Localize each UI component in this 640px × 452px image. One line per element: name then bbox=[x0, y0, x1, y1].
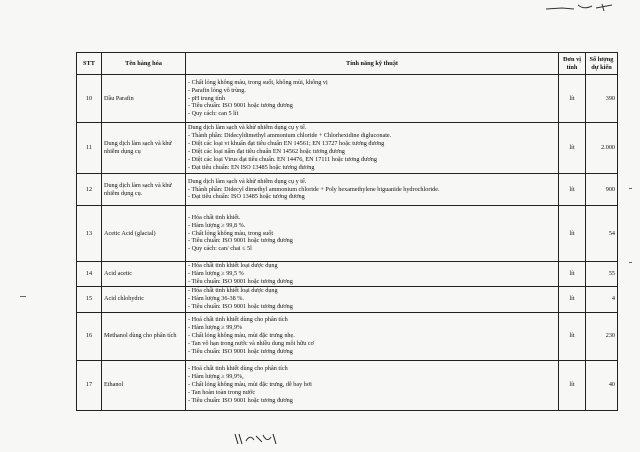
product-name: Acid acetic bbox=[102, 262, 186, 287]
feature-line: - Tan vô hạn trong nước và nhiều dung môi hữu cơ bbox=[188, 340, 314, 348]
margin-speck bbox=[20, 296, 26, 297]
technical-features bbox=[186, 286, 559, 312]
feature-line: - Quy cách: can/ chai ≤ 5l bbox=[188, 245, 252, 253]
feature-line: - pH trung tính bbox=[188, 94, 225, 102]
margin-speck bbox=[629, 188, 632, 189]
header-unit: Đơn vị tính bbox=[559, 53, 586, 75]
feature-line: Dung dịch làm sạch và khử nhiễm dụng cụ y tế. bbox=[188, 177, 307, 185]
feature-line: - Diệt các loại nấm đạt tiêu chuẩn EN 14562 hoặc tương đương bbox=[188, 148, 345, 155]
technical-features bbox=[186, 75, 559, 123]
feature-line: Dung dịch làm sạch và khử nhiễm dụng cụ y tế. bbox=[188, 124, 307, 132]
estimated-quantity: 4 bbox=[586, 286, 618, 312]
product-name: Acetic Acid (glacial) bbox=[102, 206, 186, 262]
product-name: Ethanol bbox=[102, 360, 186, 410]
feature-line: - Diệt các loại vi khuẩn đạt tiêu chuẩn EN 14561; EN 13727 hoặc tương đương bbox=[188, 140, 385, 148]
unit-of-measure: lít bbox=[559, 312, 586, 360]
technical-features bbox=[186, 262, 559, 287]
feature-line: - Đạt tiêu chuẩn: EN ISO 13485 hoặc tương đương bbox=[188, 163, 315, 171]
technical-features bbox=[186, 123, 559, 174]
feature-line: - Hàm lượng ≥ 99,8 %. bbox=[188, 221, 246, 229]
unit-of-measure: lít bbox=[559, 206, 586, 262]
header-quantity: Số lượng dự kiến bbox=[586, 53, 618, 75]
estimated-quantity: 230 bbox=[586, 312, 618, 360]
feature-line: - Hàm lượng 36-38 %. bbox=[188, 295, 244, 303]
feature-line: - Đạt tiêu chuẩn: ISO 13485 hoặc tương đương bbox=[188, 193, 305, 201]
table-row bbox=[77, 262, 618, 287]
row-number: 14 bbox=[77, 262, 102, 287]
feature-line: - Chất lỏng không màu, trong suốt, không mùi, không vị bbox=[188, 78, 328, 86]
feature-line: - Hàm lượng ≥ 99,9% bbox=[188, 324, 243, 332]
estimated-quantity: 390 bbox=[586, 75, 618, 123]
table-row bbox=[77, 360, 618, 410]
technical-features bbox=[186, 360, 559, 410]
estimated-quantity: 55 bbox=[586, 262, 618, 287]
table-row bbox=[77, 206, 618, 262]
product-name: Methanol dùng cho phân tích bbox=[102, 312, 186, 360]
feature-line: - Tiêu chuẩn: ISO 9001 hoặc tương đương bbox=[188, 237, 293, 245]
feature-line: - Diệt các loại Virus đạt tiêu chuẩn. EN 14476, EN 17111 hoặc tương đương bbox=[188, 155, 377, 163]
estimated-quantity: 900 bbox=[586, 174, 618, 206]
row-number: 15 bbox=[77, 286, 102, 312]
feature-line: - Tan hoàn toàn trong nước bbox=[188, 389, 256, 397]
estimated-quantity: 54 bbox=[586, 206, 618, 262]
unit-of-measure: lít bbox=[559, 123, 586, 174]
feature-line: - Tiêu chuẩn: ISO 9001 hoặc tương đương bbox=[188, 397, 293, 405]
row-number: 12 bbox=[77, 174, 102, 206]
row-number: 13 bbox=[77, 206, 102, 262]
feature-line: - Chất lỏng không màu, mùi đặc trưng, dễ bay hơi bbox=[188, 381, 312, 389]
feature-line: - Hóa chất tinh khiết loại dược dụng bbox=[188, 287, 278, 295]
feature-line: - Tiêu chuẩn: ISO 9001 hoặc tương đương bbox=[188, 303, 293, 311]
header-product-name: Tên hàng hóa bbox=[102, 53, 186, 75]
estimated-quantity: 40 bbox=[586, 360, 618, 410]
row-number: 10 bbox=[77, 75, 102, 123]
feature-line: - Tiêu chuẩn: ISO 9001 hoặc tương đương bbox=[188, 348, 293, 356]
technical-features bbox=[186, 174, 559, 206]
feature-line: - Quy cách: can 5 lít bbox=[188, 110, 239, 118]
unit-of-measure: lít bbox=[559, 286, 586, 312]
feature-line: - Tiêu chuẩn: ISO 9001 hoặc tương đương bbox=[188, 277, 293, 285]
product-name: Dung dịch làm sạch và khử nhiễm dụng cụ bbox=[102, 123, 186, 174]
table-row bbox=[77, 312, 618, 360]
table-row bbox=[77, 123, 618, 174]
unit-of-measure: lít bbox=[559, 174, 586, 206]
feature-line: - Hoá chất tinh khiết dùng cho phân tích bbox=[188, 365, 288, 373]
unit-of-measure: lít bbox=[559, 360, 586, 410]
product-name: Dung dịch làm sạch và khử nhiễm dụng cụ. bbox=[102, 174, 186, 206]
table-row bbox=[77, 174, 618, 206]
feature-line: - Hóa chất tinh khiết loại dược dụng bbox=[188, 262, 278, 269]
estimated-quantity: 2.000 bbox=[586, 123, 618, 174]
margin-speck bbox=[629, 262, 632, 263]
technical-features bbox=[186, 312, 559, 360]
unit-of-measure: lít bbox=[559, 75, 586, 123]
product-spec-table bbox=[76, 52, 618, 411]
feature-line: - Chất lỏng không màu, trong suốt bbox=[188, 229, 274, 237]
product-name: Acid chlohydric bbox=[102, 286, 186, 312]
feature-line: - Tiêu chuẩn: ISO 9001 hoặc tương đương bbox=[188, 102, 293, 110]
product-name: Dầu Parafin bbox=[102, 75, 186, 123]
row-number: 11 bbox=[77, 123, 102, 174]
header-technical-features: Tính năng kỹ thuật bbox=[186, 53, 559, 75]
table-row bbox=[77, 286, 618, 312]
table-row bbox=[77, 75, 618, 123]
feature-line: - Hoá chất tinh khiết dùng cho phân tích bbox=[188, 316, 288, 324]
row-number: 16 bbox=[77, 312, 102, 360]
feature-line: - Chất lỏng không màu, mùi đặc trưng nhẹ. bbox=[188, 332, 295, 340]
feature-line: - Thành phần: Didecyl dimethyl ammonium chloride + Poly hexamethylene biguanide hydrochloride. bbox=[188, 185, 440, 193]
feature-line: - Thành phần: Didecyldimethyl ammonium chloride + Chlorhexidine digluconate. bbox=[188, 132, 392, 140]
feature-line: - Hàm lượng ≥ 99,5 % bbox=[188, 269, 244, 277]
table-body bbox=[77, 75, 618, 411]
header-stt: STT bbox=[77, 53, 102, 75]
row-number: 17 bbox=[77, 360, 102, 410]
table-header-row bbox=[77, 53, 618, 75]
handwritten-mark bbox=[544, 2, 614, 14]
signature-stamp bbox=[232, 432, 278, 446]
feature-line: - Parafin lỏng vô trùng. bbox=[188, 86, 246, 94]
unit-of-measure: lít bbox=[559, 262, 586, 287]
technical-features bbox=[186, 206, 559, 262]
feature-line: - Hóa chất tinh khiết. bbox=[188, 213, 241, 221]
feature-line: - Hàm lượng ≥ 99,9%, bbox=[188, 373, 244, 381]
